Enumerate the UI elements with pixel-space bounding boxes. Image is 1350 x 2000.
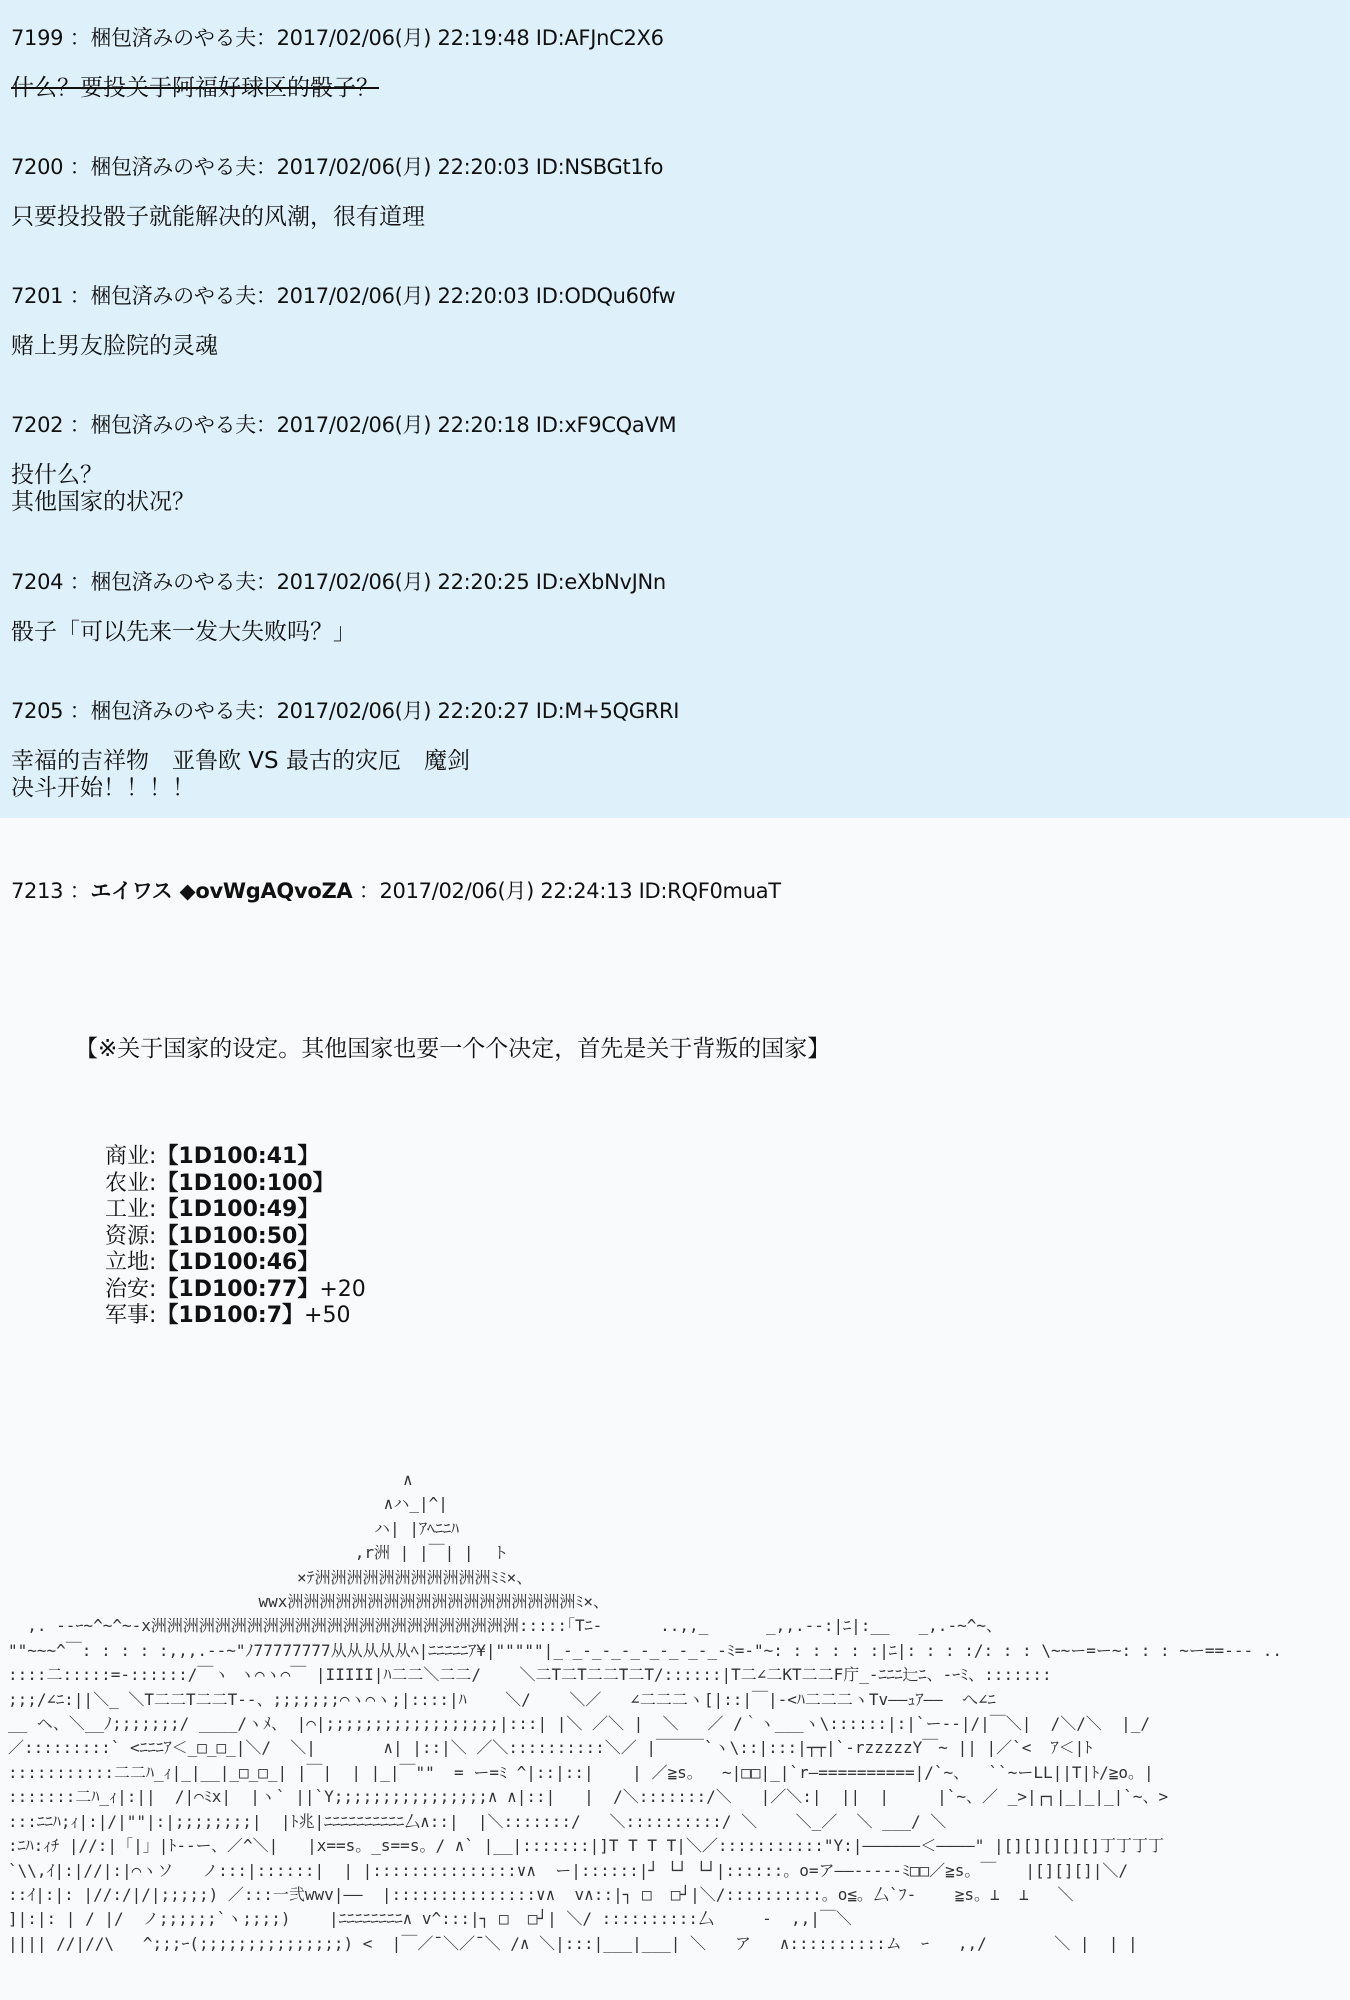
stat-row-military [105,1303,366,1330]
post-7202 [11,411,676,516]
stat-label: 农业: [105,1170,157,1196]
stat-value: 【1D100:46】 [156,1250,320,1275]
post-header [11,877,781,905]
post-meta: ：2017/02/06(月) 22:24:13 ID:RQF0muaT [352,879,781,903]
stat-bonus: +50 [304,1303,351,1328]
post-number: 7213 [11,879,64,903]
reply-posts-section [0,0,1350,818]
post-7213 [11,877,781,905]
stat-value: 【1D100:49】 [156,1197,320,1222]
post-header: 7205 ：梱包済みのやる夫：2017/02/06(月) 22:20:27 ID:M+5QGRRI [11,699,680,723]
post-header: 7204 ：梱包済みのやる夫：2017/02/06(月) 22:20:25 ID:eXbNvJNn [11,570,666,594]
ascii-art-castle-town: ∧ ∧ハ_|^| ハ| |ｱﾍﾆﾆﾊ ,r洲 | |￣| | ト ×ﾃ洲洲洲洲洲洲洲洲洲洲洲ﾐﾐ×、 wwx洲洲洲洲洲洲洲洲洲洲洲洲洲洲洲洲洲洲ﾐ×、 ,. --ｰ~^~^~-x洲洲洲洲洲洲洲洲洲洲洲洲洲洲洲洲洲洲洲洲洲洲洲:::::｢Tﾆ- ..,,_ _,,.--:|ﾆ|:__ _,.-~^~、 ""~~~^￣: : : : :,,,.--~"ﾉ77777777从从从从从ﾍ|ﾆﾆﾆﾆﾆｱ¥|"""""|_-_-_-_-_-_-_-_-_-ﾐ=-"~: : : : : :|ﾆ|: : : :/: : : \~~ー=ー~: : : ~ー==--- .. ::::二:::::=-::::::/￣ヽ ヽ⌒ヽ⌒￣ |IIIII|ﾊ二二＼二二/ ＼二T二T二二T二T/::::::|T二∠二KT二二F庁_-ﾆﾆﾆ辷ﾆ、-ｰﾐ、::::::: ;;;/∠ﾆ:||＼_ ＼T二二T二二T--、;;;;;;;⌒ヽ⌒ヽ;|::::|ﾊ ＼/ ＼／ ∠二二二ヽ[|::|￣|-<ﾊ二二二ヽTv——ｭｱ—— へ∠ﾆ __ ヘ、＼__ﾉ;;;;;;;/ ____/ヽﾒ、 |⌒|;;;;;;;;;;;;;;;;;;|:::| |＼ ／＼ | ＼ ／ /｀ヽ___ヽ\::::::|:|`ー--|/|￣＼| /＼/＼ |_/ ／:::::::::` <ﾆﾆﾆｱ＜_□_□_|＼/ ＼| ∧| |::|＼ ／＼::::::::::＼／ |￣￣￣`ヽ\::|:::|┬┬|`-rzzzzzY￣~ || |／`< ｱ＜|ﾄ :::::::::::二二ﾊ_ｨ|_|__|_□_□_| |￣| | |_|￣"" = ー=ﾐ ^|::|::| | ／≧s。 ~|□□|_|`r—==========|/`~、 ``~ーLL||T|ﾄ/≧o。| :::::::二ﾊ_ｨ|:|| /|⌒ﾐx| |ヽ` ||`Y;;;;;;;;;;;;;;;;∧ ∧|::| | /＼:::::::/＼ |／＼:| || | |`~、／ _>|┌┐|_|_|_|`~、> :::ﾆﾆﾊ;ｨ|:|/|""|:|;;;;;;;;| |ﾄ兆|ﾆﾆﾆﾆﾆﾆﾆﾆﾆﾆ厶∧::| |＼:::::::/ ＼::::::::::/ ＼ ＼_／ ＼ ___/ ＼ :ﾆﾊ:ｨﾁ |//:|「|」|ﾄ--ー、／^＼| |x==s。_s==s。/ ∧` |__|:::::::|]T T T T|＼／:::::::::::"Y:|——————＜————" |[][][][][]丁丁丁丁 `\\,ｲ|:|//|:|⌒ヽソ ノ:::|::::::| | |:::::::::::::::∨∧ ー|::::::|┘ └┘ └┘|::::::。o=ア——-----ﾐ□□／≧s。￣ |[][][]|＼/ ::ｲ|:|: |//:/|/|;;;;;) ／:::一弐wwv|—— |:::::::::::::::∨∧ v∧::|┐ □ □┘|＼/::::::::::。o≦。厶`ﾌ- ≧s。⊥ ⊥ ＼ ]|:|: | / |/ ノ;;;;;;`ヽ;;;;) |ﾆﾆﾆﾆﾆﾆﾆﾆ∧ v^:::|┐ □ □┘| ＼/ ::::::::::厶 - ,,|￣＼ |||| //|//\ ^;;;ｰ(;;;;;;;;;;;;;;;) < |￣／¯＼／¯＼ /∧ ＼|:::|___|___| ＼ ア ∧::::::::::ム ｰ ,,/ ＼ | | | [8,1470,1282,1953]
post-body-line: 什么？要投关于阿福好球区的骰子？ [11,75,379,101]
dice-stats-list [105,1144,366,1330]
stat-label: 商业: [105,1144,157,1169]
stat-value: 【1D100:100】 [156,1170,335,1196]
post-body-line: 骰子「可以先来一发大失败吗？」 [11,619,356,645]
stat-row-security [105,1277,366,1304]
stat-row-industry [105,1197,366,1224]
post-7205 [11,697,679,802]
post-author: エイワス ◆ovWgAQvoZA [90,879,353,903]
post-body-line: 赌上男友脸院的灵魂 [11,333,218,359]
stat-row-resources [105,1224,366,1251]
stat-label: 立地: [105,1250,157,1275]
post-header: 7201 ：梱包済みのやる夫：2017/02/06(月) 22:20:03 ID:ODQu60fw [11,284,676,308]
post-7200 [11,153,663,231]
post-7199 [11,24,664,102]
stat-value: 【1D100:50】 [156,1223,320,1249]
post-body-line: 幸福的吉祥物 亚鲁欧 VS 最古的灾厄 魔剑 [11,748,470,774]
stat-row-agriculture [105,1171,366,1198]
stat-value: 【1D100:41】 [156,1144,320,1169]
post-header: 7200 ：梱包済みのやる夫：2017/02/06(月) 22:20:03 ID:NSBGt1fo [11,155,664,179]
stat-label: 资源: [105,1223,157,1249]
post-separator: ： [63,879,91,903]
post-body-line: 投什么？ [11,462,103,488]
post-header: 7202 ：梱包済みのやる夫：2017/02/06(月) 22:20:18 ID:xF9CQaVM [11,413,677,437]
post-7201 [11,282,675,360]
settings-notice: 【※关于国家的设定。其他国家也要一个个决定，首先是关于背叛的国家】 [75,1036,831,1062]
stat-row-commerce [105,1144,366,1171]
stat-label: 工业: [105,1197,157,1222]
stat-row-location [105,1250,366,1277]
post-header: 7199 ：梱包済みのやる夫：2017/02/06(月) 22:19:48 ID:AFJnC2X6 [11,26,664,50]
stat-label: 治安: [105,1276,157,1302]
stat-value: 【1D100:77】 [156,1276,320,1302]
stat-bonus: +20 [319,1276,366,1302]
stat-value: 【1D100:7】 [156,1303,305,1328]
stat-label: 军事: [105,1303,157,1328]
post-body-line: 决斗开始！！！！ [11,775,195,801]
post-body-line: 其他国家的状况？ [11,489,195,515]
post-body-line: 只要投投骰子就能解决的风潮，很有道理 [11,204,425,230]
post-7204 [11,568,666,646]
